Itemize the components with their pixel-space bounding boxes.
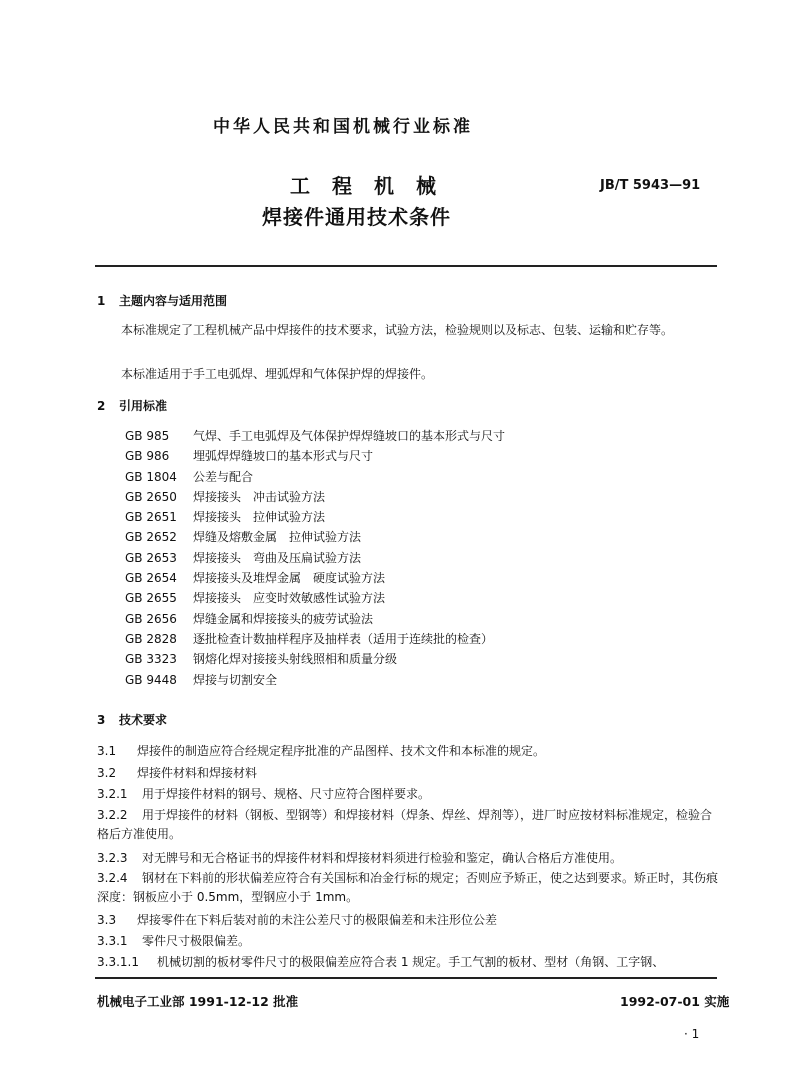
clause-number: 3.3: [97, 913, 117, 927]
reference-title: 钢熔化焊对接接头射线照相和质量分级: [193, 652, 398, 667]
reference-code: GB 1804: [125, 469, 177, 484]
reference-title: 气焊、手工电弧焊及气体保护焊焊缝坡口的基本形式与尺寸: [193, 429, 506, 443]
section-title: 主题内容与适用范围: [119, 294, 228, 308]
reference-code: GB 2651: [125, 510, 177, 525]
clause-3-2: [97, 764, 257, 781]
clause-3-2-1: [97, 785, 430, 802]
reference-title: 焊缝及熔敷金属 拉伸试验方法: [193, 530, 362, 545]
clause-3-3: [97, 911, 497, 928]
reference-title: 逐批检查计数抽样程序及抽样表（适用于连续批的检查）: [193, 631, 494, 646]
reference-code: GB 2653: [125, 550, 177, 565]
section-number: 3: [97, 713, 106, 727]
reference-code: GB 2656: [125, 611, 177, 626]
list-item: [125, 549, 505, 569]
list-item: [125, 488, 505, 508]
list-item: [125, 610, 505, 630]
document-title-line2: 焊接件通用技术条件: [262, 205, 451, 229]
clause-text: 用于焊接件的材料（钢板、型钢等）和焊接材料（焊条、焊丝、焊剂等），进厂时应按材料标准规定，检验合格后方准使用。: [97, 808, 713, 841]
reference-code: GB 2650: [125, 489, 177, 504]
clause-text: 零件尺寸极限偏差。: [142, 934, 251, 948]
clause-number: 3.3.1.1: [97, 955, 139, 969]
clause-number: 3.2.1: [97, 787, 128, 801]
list-item: [125, 671, 505, 691]
clause-number: 3.2.2: [97, 808, 128, 822]
reference-code: GB 2828: [125, 631, 177, 646]
reference-title: 焊接接头及堆焊金属 硬度试验方法: [193, 571, 386, 586]
clause-number: 3.1: [97, 744, 117, 758]
reference-title: 焊接接头 弯曲及压扁试验方法: [193, 550, 362, 565]
reference-code: GB 3323: [125, 652, 177, 667]
section-1-paragraph-2: 本标准适用于手工电弧焊、埋弧焊和气体保护焊的焊接件。: [121, 367, 434, 381]
section-number: 2: [97, 399, 106, 413]
reference-code: GB 2652: [125, 530, 177, 545]
list-item: [125, 650, 505, 670]
clause-3-2-2: [97, 806, 719, 844]
clause-text: 焊接件材料和焊接材料: [137, 766, 258, 780]
section-title: 技术要求: [119, 713, 168, 727]
clause-3-3-1: [97, 932, 250, 949]
clause-number: 3.2.3: [97, 851, 128, 865]
clause-3-2-4: [97, 869, 719, 907]
reference-code: GB 2655: [125, 591, 177, 606]
page-number: · 1: [684, 1027, 700, 1041]
section-title: 引用标准: [119, 399, 168, 413]
reference-title: 埋弧焊焊缝坡口的基本形式与尺寸: [193, 449, 374, 464]
list-item: [125, 468, 505, 488]
section-3-heading: [97, 711, 167, 728]
section-1-heading: [97, 292, 227, 309]
list-item: [125, 569, 505, 589]
clause-text: 机械切割的板材零件尺寸的极限偏差应符合表 1 规定。手工气割的板材、型材（角钢、工字钢、: [157, 955, 665, 969]
header-divider: [95, 265, 717, 267]
clause-3-3-1-1: [97, 953, 664, 970]
section-number: 1: [97, 294, 106, 308]
list-item: [125, 589, 505, 609]
list-item: [125, 447, 505, 467]
section-1-paragraph-1: 本标准规定了工程机械产品中焊接件的技术要求，试验方法，检验规则以及标志、包装、运输和贮存等。: [121, 323, 674, 337]
clause-text: 钢材在下料前的形状偏差应符合有关国标和冶金行标的规定；否则应予矫正，使之达到要求。矫正时，其伤痕深度：钢板应小于 0.5mm，型钢应小于 1mm。: [97, 871, 719, 904]
reference-title: 焊接与切割安全: [193, 672, 278, 687]
clause-text: 焊接零件在下料后装对前的未注公差尺寸的极限偏差和未注形位公差: [137, 913, 498, 927]
list-item: [125, 528, 505, 548]
reference-title: 焊接接头 冲击试验方法: [193, 489, 326, 504]
document-title-line1: 工程机械: [290, 174, 458, 198]
reference-title: 公差与配合: [193, 469, 254, 484]
clause-3-1: [97, 742, 545, 759]
section-2-heading: [97, 397, 167, 414]
reference-title: 焊接接头 应变时效敏感性试验方法: [193, 591, 386, 606]
clause-text: 用于焊接件材料的钢号、规格、尺寸应符合图样要求。: [142, 787, 431, 801]
list-item: [125, 508, 505, 528]
clause-number: 3.2.4: [97, 871, 128, 885]
approval-statement: 机械电子工业部 1991-12-12 批准: [97, 994, 299, 1009]
reference-title: 焊接接头 拉伸试验方法: [193, 510, 326, 525]
reference-code: GB 9448: [125, 672, 177, 687]
list-item: [125, 427, 505, 447]
document-code: JB/T 5943—91: [600, 178, 701, 193]
clause-text: 焊接件的制造应符合经规定程序批准的产品图样、技术文件和本标准的规定。: [137, 744, 546, 758]
reference-code: GB 2654: [125, 571, 177, 586]
reference-code: GB 986: [125, 449, 170, 464]
footer-divider: [95, 977, 717, 979]
effective-date: 1992-07-01 实施: [620, 994, 730, 1009]
reference-title: 焊缝金属和焊接接头的疲劳试验法: [193, 611, 374, 626]
reference-list: [125, 427, 505, 691]
clause-3-2-3: [97, 849, 622, 866]
clause-text: 对无牌号和无合格证书的焊接件材料和焊接材料须进行检验和鉴定，确认合格后方准使用。: [142, 851, 623, 865]
reference-code: GB 985: [125, 429, 170, 443]
list-item: [125, 630, 505, 650]
standard-category-title: 中华人民共和国机械行业标准: [213, 117, 473, 137]
clause-number: 3.2: [97, 766, 117, 780]
clause-number: 3.3.1: [97, 934, 128, 948]
